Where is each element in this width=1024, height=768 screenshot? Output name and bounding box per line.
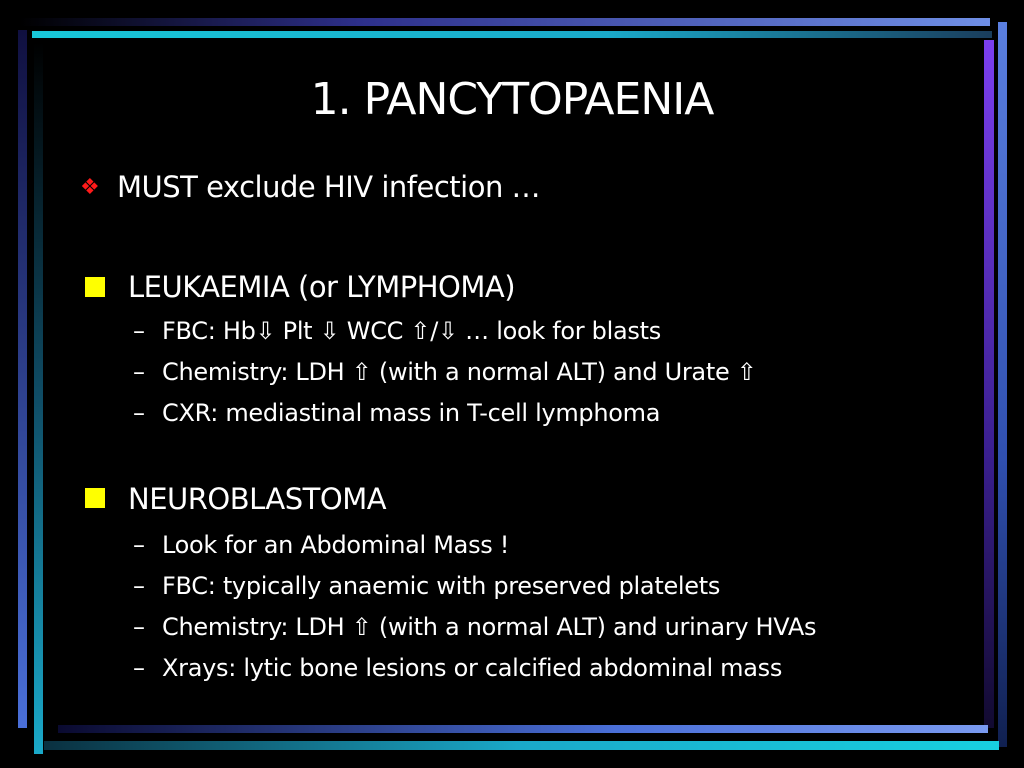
frame-bar-left-inner	[34, 42, 43, 754]
list-item	[133, 654, 782, 682]
list-item	[133, 358, 757, 386]
dash-bullet-icon: –	[133, 358, 145, 386]
frame-bar-right-purple	[984, 40, 994, 728]
list-item	[133, 531, 509, 559]
list-item-text: Look for an Abdominal Mass !	[162, 531, 510, 559]
dash-bullet-icon: –	[133, 572, 145, 600]
dash-bullet-icon: –	[133, 613, 145, 641]
list-item	[133, 613, 816, 641]
dash-bullet-icon: –	[133, 531, 145, 559]
list-item-text: Chemistry: LDH ⇧ (with a normal ALT) and Urate ⇧	[162, 358, 757, 386]
frame-bar-right-blue	[998, 22, 1007, 747]
list-item	[133, 572, 720, 600]
frame-bar-top-inner	[32, 31, 992, 38]
intro-line: MUST exclude HIV infection …	[117, 170, 541, 204]
frame-bar-left-outer	[18, 30, 27, 728]
list-item-text: FBC: Hb⇩ Plt ⇩ WCC ⇧/⇩ … look for blasts	[162, 317, 661, 345]
list-item-text: Chemistry: LDH ⇧ (with a normal ALT) and urinary HVAs	[162, 613, 817, 641]
section-heading-leukaemia: LEUKAEMIA (or LYMPHOMA)	[128, 270, 516, 304]
dash-bullet-icon: –	[133, 317, 145, 345]
square-bullet-icon	[85, 488, 105, 508]
slide-title: 1. PANCYTOPAENIA	[310, 74, 714, 125]
frame-bar-bottom-blue	[58, 725, 988, 733]
list-item-text: FBC: typically anaemic with preserved platelets	[162, 572, 721, 600]
list-item-text: Xrays: lytic bone lesions or calcified abdominal mass	[162, 654, 783, 682]
frame-bar-bottom-cyan	[44, 741, 999, 750]
square-bullet-icon	[85, 277, 105, 297]
dash-bullet-icon: –	[133, 654, 145, 682]
diamond-bullet-icon: ❖	[80, 175, 100, 200]
list-item-text: CXR: mediastinal mass in T-cell lymphoma	[162, 399, 661, 427]
dash-bullet-icon: –	[133, 399, 145, 427]
section-heading-neuroblastoma: NEUROBLASTOMA	[128, 482, 387, 516]
list-item	[133, 399, 660, 427]
list-item	[133, 317, 661, 345]
frame-bar-top-outer	[20, 18, 990, 26]
